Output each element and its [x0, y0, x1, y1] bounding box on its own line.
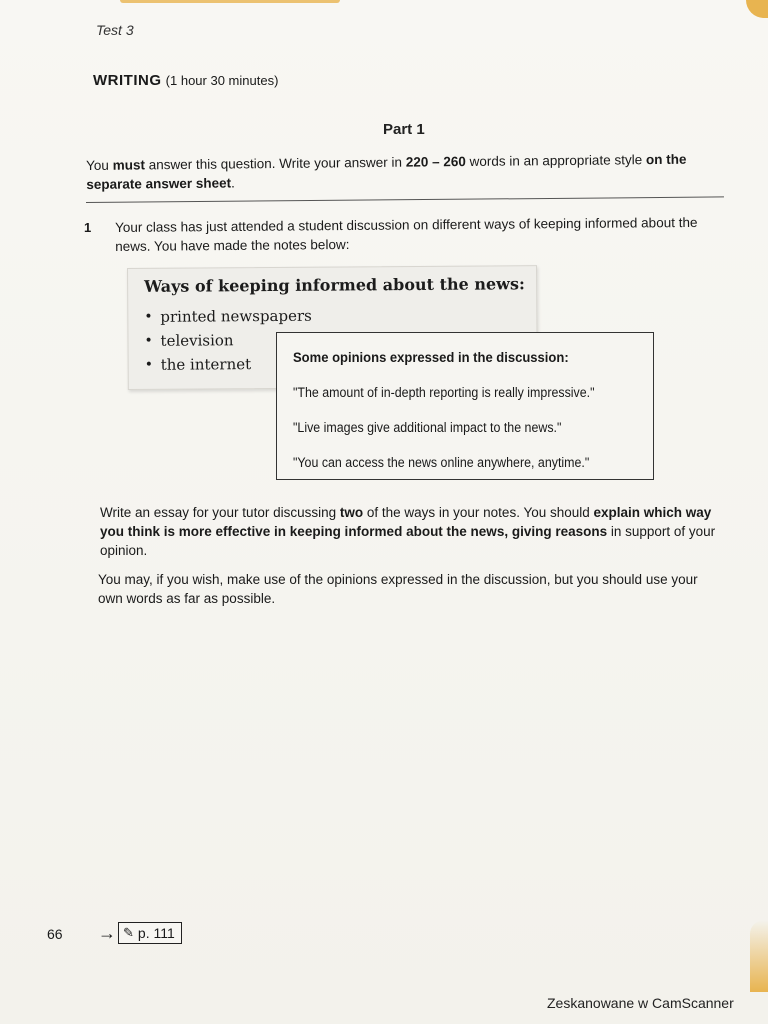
part-title: Part 1: [383, 121, 425, 138]
essay-emphasis: two: [339, 505, 364, 520]
section-title: WRITING: [93, 72, 162, 89]
section-heading: [93, 72, 278, 89]
essay-text: of the ways in your notes. You should: [363, 505, 594, 520]
instruction-text: You: [86, 157, 113, 173]
essay-note: You may, if you wish, make use of the opinions expressed in the discussion, but you should use your own words as far as possible.: [98, 572, 698, 606]
part-instruction: [86, 149, 726, 194]
list-item: [142, 304, 312, 329]
bullet-icon: •: [144, 308, 153, 325]
essay-task: [100, 503, 720, 560]
note-item-text: television: [160, 331, 234, 350]
pencil-icon: ✎: [123, 925, 134, 940]
section-duration: (1 hour 30 minutes): [165, 73, 279, 88]
divider: [86, 196, 724, 203]
answer-reference: [98, 922, 182, 944]
opinion-quote: "The amount of in-depth reporting is really impressive.": [293, 385, 595, 400]
opinions-title: Some opinions expressed in the discussion:: [293, 349, 569, 365]
test-label: Test 3: [96, 22, 134, 38]
page-edge-strip: [120, 0, 340, 3]
reference-page: p. 111: [137, 925, 175, 941]
note-item-text: printed newspapers: [160, 306, 312, 326]
instruction-text: words in an appropriate style: [465, 152, 647, 170]
page-number: 66: [47, 926, 63, 942]
bullet-icon: •: [144, 332, 153, 349]
bullet-icon: •: [144, 356, 153, 373]
word-count: 220 – 260: [405, 154, 466, 170]
page-corner-top: [746, 0, 768, 18]
essay-text: Write an essay for your tutor discussing: [100, 505, 340, 520]
opinion-quote: "Live images give additional impact to the news.": [293, 420, 562, 435]
instruction-text: answer this question. Write your answer in: [144, 154, 406, 173]
question-text: Your class has just attended a student discussion on different ways of keeping informed about the news. You have made the notes below:: [115, 214, 698, 254]
reference-box: [118, 922, 182, 944]
question-number: 1: [84, 220, 92, 235]
arrow-right-icon: →: [98, 923, 116, 943]
answer-sheet-note: on the separate answer sheet: [86, 151, 687, 192]
instruction-text: .: [231, 175, 235, 191]
opinion-quote: "You can access the news online anywhere, anytime.": [293, 455, 590, 470]
note-item-text: the internet: [160, 355, 252, 374]
opinions-box: [276, 332, 654, 480]
instruction-emphasis: must: [112, 157, 145, 173]
notes-title: Ways of keeping informed about the news:: [144, 274, 525, 296]
scanner-watermark: Zeskanowane w CamScanner: [547, 995, 734, 1011]
page-corner-bottom: [750, 920, 768, 992]
essay-emphasis: explain which way you think is more effective in keeping informed about the news, giving reasons: [100, 505, 712, 539]
essay-text: in support of your opinion.: [100, 524, 716, 558]
